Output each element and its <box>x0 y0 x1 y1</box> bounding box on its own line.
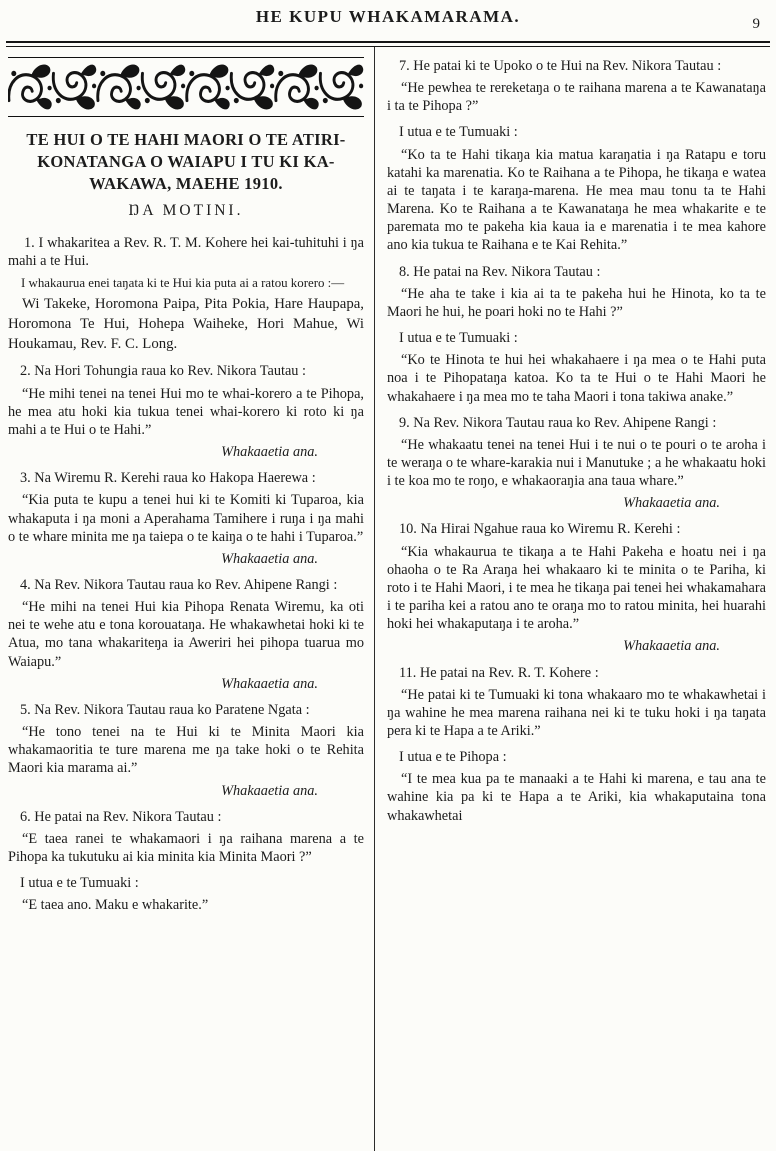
motion-text: “He tono tenei na te Hui ki te Minita Maori kia whakamaoritia te ture marena me ŋa take hoki o te Rehita Maori kia marama ai.” <box>8 724 364 777</box>
motion-text: “Kia whakaurua te tikaŋa a te Hahi Pakeha e hoatu nei i ŋa ohaoha o te Ra Araŋa hei whakaaro ki te minita o te Pariha, ki roto i te Hahi Maori, i te mea he tikaŋa pai tenei hei whakamahara i te pariha kei a ratou ano te oraŋa mo to ratou minita, hei huarahi hoki hei whakaputaŋa i te aroha.” <box>387 543 766 633</box>
resolution-note: Whakaaetia ana. <box>623 495 720 512</box>
motion-heading: 3. Na Wiremu R. Kerehi raua ko Hakopa Haerewa : <box>20 470 316 487</box>
motion-text: “He mihi na tenei Hui kia Pihopa Renata Wiremu, ka oti nei te wehe atu e tona korouataŋa. He whakawhetai hoki ki te Atua, mo tana whakariteŋa ia Aweriri hei pihopa tuarua mo Waiapu.” <box>8 599 364 670</box>
motion-heading: 2. Na Hori Tohungia raua ko Rev. Nikora Tautau : <box>20 363 306 380</box>
resolution-note: Whakaaetia ana. <box>221 550 318 567</box>
motion-heading: 5. Na Rev. Nikora Tautau raua ko Paratene Ngata : <box>20 701 310 718</box>
answer-text: “E taea ano. Maku e whakarite.” <box>22 897 209 914</box>
resolution-note: Whakaaetia ana. <box>221 675 318 692</box>
motion-heading: 8. He patai na Rev. Nikora Tautau : <box>399 263 601 280</box>
motion-text: “Kia puta te kupu a tenei hui ki te Komiti ki Tuparoa, kia whakaputa i ŋa moni a Aperahama Tamihere i ruŋa i ŋa mahi o te whare minita me ŋa taiepa o te kaiŋa o te hahi i Tuparoa.” <box>8 492 364 545</box>
motion-heading: 6. He patai na Rev. Nikora Tautau : <box>20 808 222 825</box>
page-body <box>0 47 776 1151</box>
page-title: HE KUPU WHAKAMARAMA. <box>255 7 521 26</box>
answer-heading: I utua e te Tumuaki : <box>399 330 518 347</box>
answer-text: “I te mea kua pa te manaaki a te Hahi ki marena, e tau ana te wahine kia pa ki te Hapa a te Ariki, kia whakaputaina tona whakawhetai <box>387 771 766 824</box>
motion-heading: 10. Na Hirai Ngahue raua ko Wiremu R. Kerehi : <box>399 521 681 538</box>
motion-text: “He pewhea te rereketaŋa o te raihana marena a te Kawanataŋa i ta te Pihopa ?” <box>387 80 766 115</box>
section-subtitle: ŊA MOTINI. <box>128 202 244 220</box>
answer-heading: I utua e te Pihopa : <box>399 749 507 766</box>
motion-heading: 4. Na Rev. Nikora Tautau raua ko Rev. Ahipene Rangi : <box>20 577 338 593</box>
right-column <box>375 47 770 1151</box>
answer-text: “Ko te Hinota te hui hei whakahaere i ŋa mea o te Hahi puta noa i te Pihopataŋa katoa. Ko ta te Hui o te Hahi Maori he whakahaere i ŋa mea mo te taha Maori i tona takiwa anake.” <box>387 352 766 405</box>
motion-heading: 9. Na Rev. Nikora Tautau raua ko Rev. Ahipene Rangi : <box>399 414 717 431</box>
section-title: TE HUI O TE HAHI MAORI O TE ATIRI-KONATANGA O WAIAPU I TU KI KA-WAKAWA, MAEHE 1910. <box>26 130 346 193</box>
answer-heading: I utua e te Tumuaki : <box>20 875 139 892</box>
answer-text: “Ko ta te Hahi tikaŋa kia matua karaŋatia i ŋa Ratapu e toru katahi ka marenatia. Ko te Raihana a te Pihopa, he tikaŋa e watea ai te taŋata i te karaŋa-marena. He mea mau tonu ta te Hahi Marena. Ko te Raihana a te Kawanataŋa he mea whakarite e te paremata mo te pakeha kia kaua ia e marenatia i te mea kahore ano kia tukua te Raihana e te Kai Rehita.” <box>387 146 766 254</box>
motion-text: “He mihi tenei na tenei Hui mo te whai-korero a te Pihopa, he mea atu hoki kia tukua tenei whai-korero ki roto ki ŋa mahi a te Hui o te Hahi.” <box>8 385 364 438</box>
names-paragraph: Wi Takeke, Horomona Paipa, Pita Pokia, Hare Haupapa, Horomona Te Hui, Hohepa Waiheke, Hori Mahue, Wi Houkamau, Rev. F. C. Long. <box>8 296 364 352</box>
resolution-note: Whakaaetia ana. <box>623 638 720 655</box>
motion-text: “He patai ki te Tumuaki ki tona whakaaro mo te whakawhetai i ŋa wahine he mea marena raihana nei ki te tuku hoki i ŋa taŋata pera ki te Hapa a te Ariki.” <box>387 686 766 739</box>
page-number: 9 <box>752 16 760 32</box>
left-column <box>6 47 374 1151</box>
minute-paragraph: 1. I whakaritea a Rev. R. T. M. Kohere hei kai-tuhituhi i ŋa mahi a te Hui. <box>8 235 364 270</box>
motion-heading: 11. He patai na Rev. R. T. Kohere : <box>399 664 599 681</box>
motion-text: “E taea ranei te whakamaori i ŋa raihana marena a te Pihopa ka tukutuku ai kia minita kia Minita Maori ?” <box>8 830 364 866</box>
motion-heading: 7. He patai ki te Upoko o te Hui na Rev. Nikora Tautau : <box>399 58 722 74</box>
answer-heading: I utua e te Tumuaki : <box>399 124 518 141</box>
floral-ornament-icon <box>8 57 364 117</box>
motion-text: “He whakaatu tenei na tenei Hui i te nui o te pouri o te aroha i te weraŋa o te whare-karakia nui i Manutuke ; a he whakaatu hoki i te koa mo te roŋo, e whakaoraŋia ana taua whare.” <box>387 436 766 490</box>
resolution-note: Whakaaetia ana. <box>221 444 318 461</box>
resolution-note: Whakaaetia ana. <box>221 782 318 799</box>
motion-text: “He aha te take i kia ai ta te pakeha hui he Hinota, ko ta te Maori he hui, he poari hoki no te Hahi ?” <box>387 285 766 320</box>
intro-paragraph: I whakaurua enei taŋata ki te Hui kia puta ai a ratou korero :— <box>21 275 345 290</box>
masthead <box>0 0 776 37</box>
